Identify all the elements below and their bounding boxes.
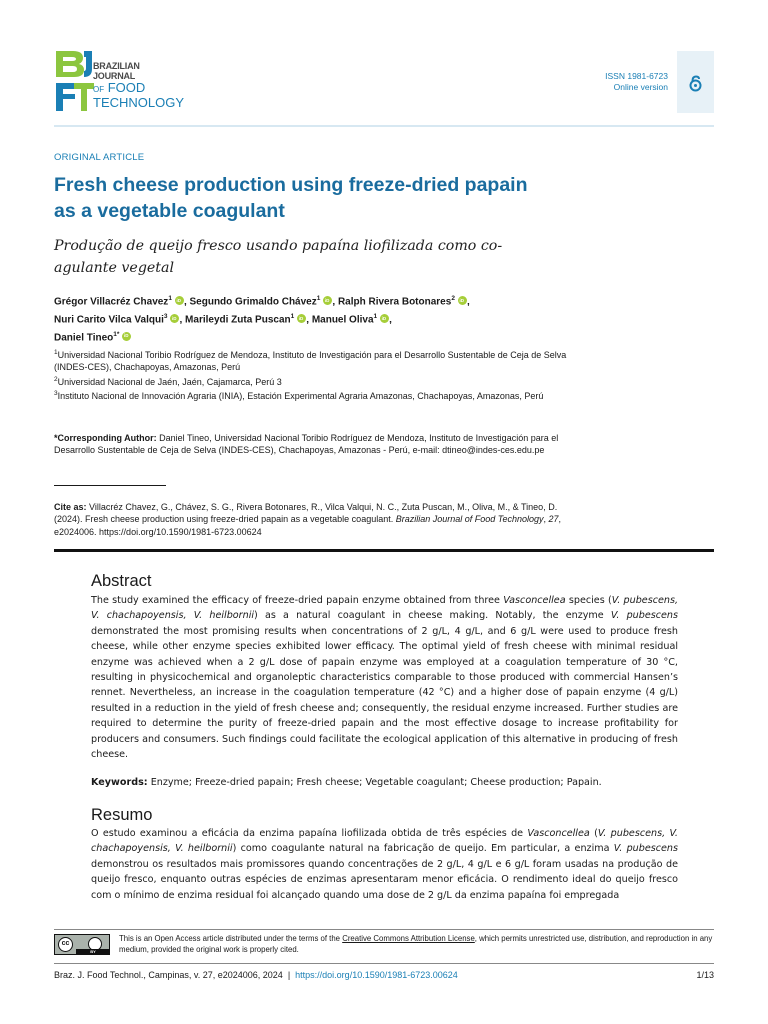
author-affil: 2 bbox=[451, 295, 455, 302]
affiliation bbox=[54, 347, 584, 374]
footer-separator: | bbox=[282, 970, 296, 980]
affiliation-text: Universidad Nacional de Jaén, Jaén, Cajamarca, Perú 3 bbox=[57, 376, 282, 387]
author-name: Manuel Oliva bbox=[311, 314, 374, 326]
cite-volume: 27 bbox=[548, 514, 559, 525]
article-subtitle: Produção de queijo fresco usando papaína liofilizada como co-agulante vegetal bbox=[54, 238, 503, 276]
orcid-icon[interactable] bbox=[297, 314, 306, 323]
affiliation-num: 2 bbox=[54, 375, 58, 383]
resumo-fragment: demonstrou os resultados mais promissores quando concentrações de 2 g/L, 4 g/L e 6 g/L foram usadas na produção de queijo fresco, enquanto outras espécies de enzimas apresentaram menor eficácia. O rendimento ideal do queijo fresco com o mínimo de enzima residual foi alcançado quando uma dose de 2 g/L da enzima papaína foi empregada bbox=[91, 858, 678, 901]
keywords-text: Enzyme; Freeze-dried papain; Fresh cheese; Vegetable coagulant; Cheese production; Papain. bbox=[147, 777, 602, 788]
abstract-fragment: ) as a natural coagulant in cheese making. Notably, the enzyme bbox=[254, 610, 611, 622]
author-affil: 1 bbox=[290, 312, 295, 320]
cite-label: Cite as: bbox=[54, 502, 87, 512]
orcid-icon[interactable] bbox=[380, 314, 389, 323]
author-affil: 1* bbox=[113, 330, 120, 338]
license-fragment: This is an Open Access article distributed under the terms of the bbox=[119, 934, 343, 943]
abstract-fragment: V. pubescens, V. chachapoyensis, V. heilbornii bbox=[91, 595, 678, 622]
abstract-text bbox=[91, 593, 678, 762]
article-type: ORIGINAL ARTICLE bbox=[54, 152, 145, 163]
author-affil: 1 bbox=[316, 295, 321, 302]
orcid-icon[interactable] bbox=[323, 296, 332, 305]
online-version: Online version bbox=[613, 82, 668, 92]
orcid-icon[interactable] bbox=[122, 332, 131, 341]
author-affil: 1 bbox=[168, 295, 172, 302]
article-title: Fresh cheese production using freeze-dried papain as a vegetable coagulant bbox=[54, 174, 528, 222]
journal-name-line: BRAZILIAN bbox=[93, 61, 140, 71]
resumo-fragment: V. pubescens bbox=[613, 843, 678, 855]
header-divider bbox=[54, 125, 714, 127]
cite-tail: , e2024006. https://doi.org/10.1590/1981-6723.00624 bbox=[54, 514, 562, 537]
journal-name-line: FOOD bbox=[107, 80, 146, 95]
journal-name-line: TECHNOLOGY bbox=[93, 95, 185, 110]
affiliation bbox=[54, 388, 584, 402]
resumo-fragment: ) como coagulante natural na fabricação de queijo. Em particular, a enzima bbox=[232, 843, 614, 855]
resumo-fragment: ( bbox=[589, 828, 598, 839]
author-name: Daniel Tineo bbox=[54, 331, 114, 343]
affiliation-num: 1 bbox=[54, 349, 58, 356]
cite-as: Cite as: Villacréz Chavez, G., Chávez, S. G., Rivera Botonares, R., Vilca Valqui, N. C., Zuta Puscan, M., Oliva, M., & Tineo, D. (2024). Fresh cheese production using freeze-dried papain as a vegetable coagulant. Brazilian Journal of Food Technology, 27, e2024006. https://doi.org/10.1590/1981-6723.00624 bbox=[54, 502, 562, 537]
affiliation-text: Universidad Nacional Toribio Rodríguez de Mendoza, Instituto de Investigación para el Desarrollo Sustentable de Ceja de Selva (INDES-CES), Chachapoyas, Amazonas, Perú bbox=[54, 350, 567, 373]
footer-divider bbox=[54, 963, 714, 964]
author-name: Segundo Grimaldo Chávez bbox=[189, 296, 317, 308]
resumo-text bbox=[91, 826, 678, 903]
cite-journal: Brazilian Journal of Food Technology bbox=[395, 514, 544, 525]
author-name: Marileydi Zuta Puscan bbox=[185, 314, 291, 326]
page-number: 1/13 bbox=[696, 970, 714, 980]
abstract-fragment: Vasconcellea bbox=[503, 595, 566, 606]
cc-icon: cc bbox=[58, 937, 73, 952]
author-name: Grégor Villacréz Chavez bbox=[54, 296, 169, 308]
corresponding-label: *Corresponding Author: bbox=[54, 433, 157, 443]
license-link[interactable]: Creative Commons Attribution License bbox=[342, 934, 475, 943]
abstract-fragment: demonstrated the most promising results when concentrations of 2 g/L, 4 g/L, and 6 g/L were used to produce fresh cheese, while other enzyme species exhibited lower efficacy. The optimal yield of fresh cheese with minimal residual enzyme was achieved when a 2 g/L dose of papain enzyme was employed at a coagulation temperature of 30 °C, resulting in physicochemical and organoleptic characteristics comparable to those produced with commercial Hansen’s rennet. Nevertheless, an increase in the coagulation temperature (42 °C) and a higher dose of papain enzyme (4 g/L) resulted in a reduction in the yield of fresh cheese and; consequently, the residual enzyme increased. Further studies are required to determine the purity of freeze-dried papain and the most effective dosage to increase profitability for producers and consumers. Such findings could facilitate the ecological application of this alternative in producing of fresh cheese. bbox=[91, 625, 678, 761]
logo-mark-icon bbox=[56, 51, 94, 111]
journal-name-line: JOURNAL bbox=[93, 71, 136, 81]
corresponding-author bbox=[54, 432, 582, 457]
license-text bbox=[119, 934, 719, 955]
keywords-label: Keywords: bbox=[91, 777, 148, 788]
abstract-fragment: The study examined the efficacy of freeze-dried papain enzyme obtained from three bbox=[91, 595, 504, 606]
license-fragment: , which permits unrestricted use, distribution, and reproduction in any medium, provided the original work is properly cited. bbox=[119, 934, 713, 954]
journal-name-line: OF bbox=[93, 85, 105, 94]
footer-doi-link[interactable]: https://doi.org/10.1590/1981-6723.00624 bbox=[295, 970, 458, 980]
affiliation-text: Instituto Nacional de Innovación Agraria (INIA), Estación Experimental Agraria Amazonas, Chachapoyas, Amazonas, Perú bbox=[57, 390, 544, 401]
affiliations bbox=[54, 347, 584, 402]
resumo-fragment: O estudo examinou a eficácia da enzima papaína liofilizada obtida de três espécies de bbox=[91, 828, 528, 839]
issn-number: ISSN 1981-6723 bbox=[605, 71, 668, 81]
author-list: Grégor Villacréz Chavez$^1$iD , Segundo Grimaldo Chávez$^1$iD , Ralph Rivera Botonares$^2$iD , Nuri Carito Vilca Valqui$^3$iD , Marileydi Zuta Puscan$^1$iD , Manuel Oliva$^1$iD , Daniel Tineo$^{1*}$iD bbox=[54, 292, 574, 345]
abstract-heading: Abstract bbox=[91, 572, 152, 590]
divider bbox=[54, 485, 166, 486]
journal-name bbox=[93, 61, 184, 109]
issn-block bbox=[605, 71, 668, 93]
cite-text: Villacréz Chavez, G., Chávez, S. G., Rivera Botonares, R., Vilca Valqui, N. C., Zuta Puscan, M., Oliva, M., & Tineo, D. (2024). Fresh cheese production using freeze-dried papain as a vegetable coagulant. bbox=[54, 502, 558, 525]
abstract-fragment: species ( bbox=[565, 595, 612, 606]
author-name: Nuri Carito Vilca Valqui bbox=[54, 314, 164, 326]
orcid-icon[interactable] bbox=[170, 314, 179, 323]
corresponding-text: Daniel Tineo, Universidad Nacional Toribio Rodríguez de Mendoza, Instituto de Investigación para el Desarrollo Sustentable de Ceja de Selva (INDES-CES), Chachapoyas, Amazonas - Perú, e-mail: dtineo@indes-ces.edu.pe bbox=[54, 433, 559, 456]
orcid-icon[interactable] bbox=[458, 296, 467, 305]
affiliation bbox=[54, 374, 584, 388]
author-name: Ralph Rivera Botonares bbox=[337, 296, 452, 308]
author-affil: 1 bbox=[373, 312, 378, 320]
by-label: BY bbox=[76, 949, 110, 954]
license-divider bbox=[54, 929, 714, 930]
keywords bbox=[91, 775, 678, 790]
resumo-heading: Resumo bbox=[91, 806, 153, 824]
open-access-icon bbox=[687, 75, 704, 92]
open-access-badge[interactable] bbox=[677, 51, 714, 113]
orcid-icon[interactable] bbox=[175, 296, 184, 305]
section-divider bbox=[54, 549, 714, 552]
resumo-fragment: Vasconcellea bbox=[527, 828, 590, 839]
resumo-fragment: V. pubescens, V. chachapoyensis, V. heilbornii bbox=[91, 828, 678, 855]
cc-by-badge[interactable] bbox=[54, 934, 110, 955]
footer-journal: Braz. J. Food Technol., Campinas, v. 27, e2024006, 2024 bbox=[54, 970, 283, 980]
abstract-fragment: V. pubescens bbox=[610, 610, 678, 622]
footer-citation bbox=[54, 970, 458, 980]
author-affil: 3 bbox=[163, 312, 168, 320]
affiliation-num: 3 bbox=[54, 389, 58, 397]
